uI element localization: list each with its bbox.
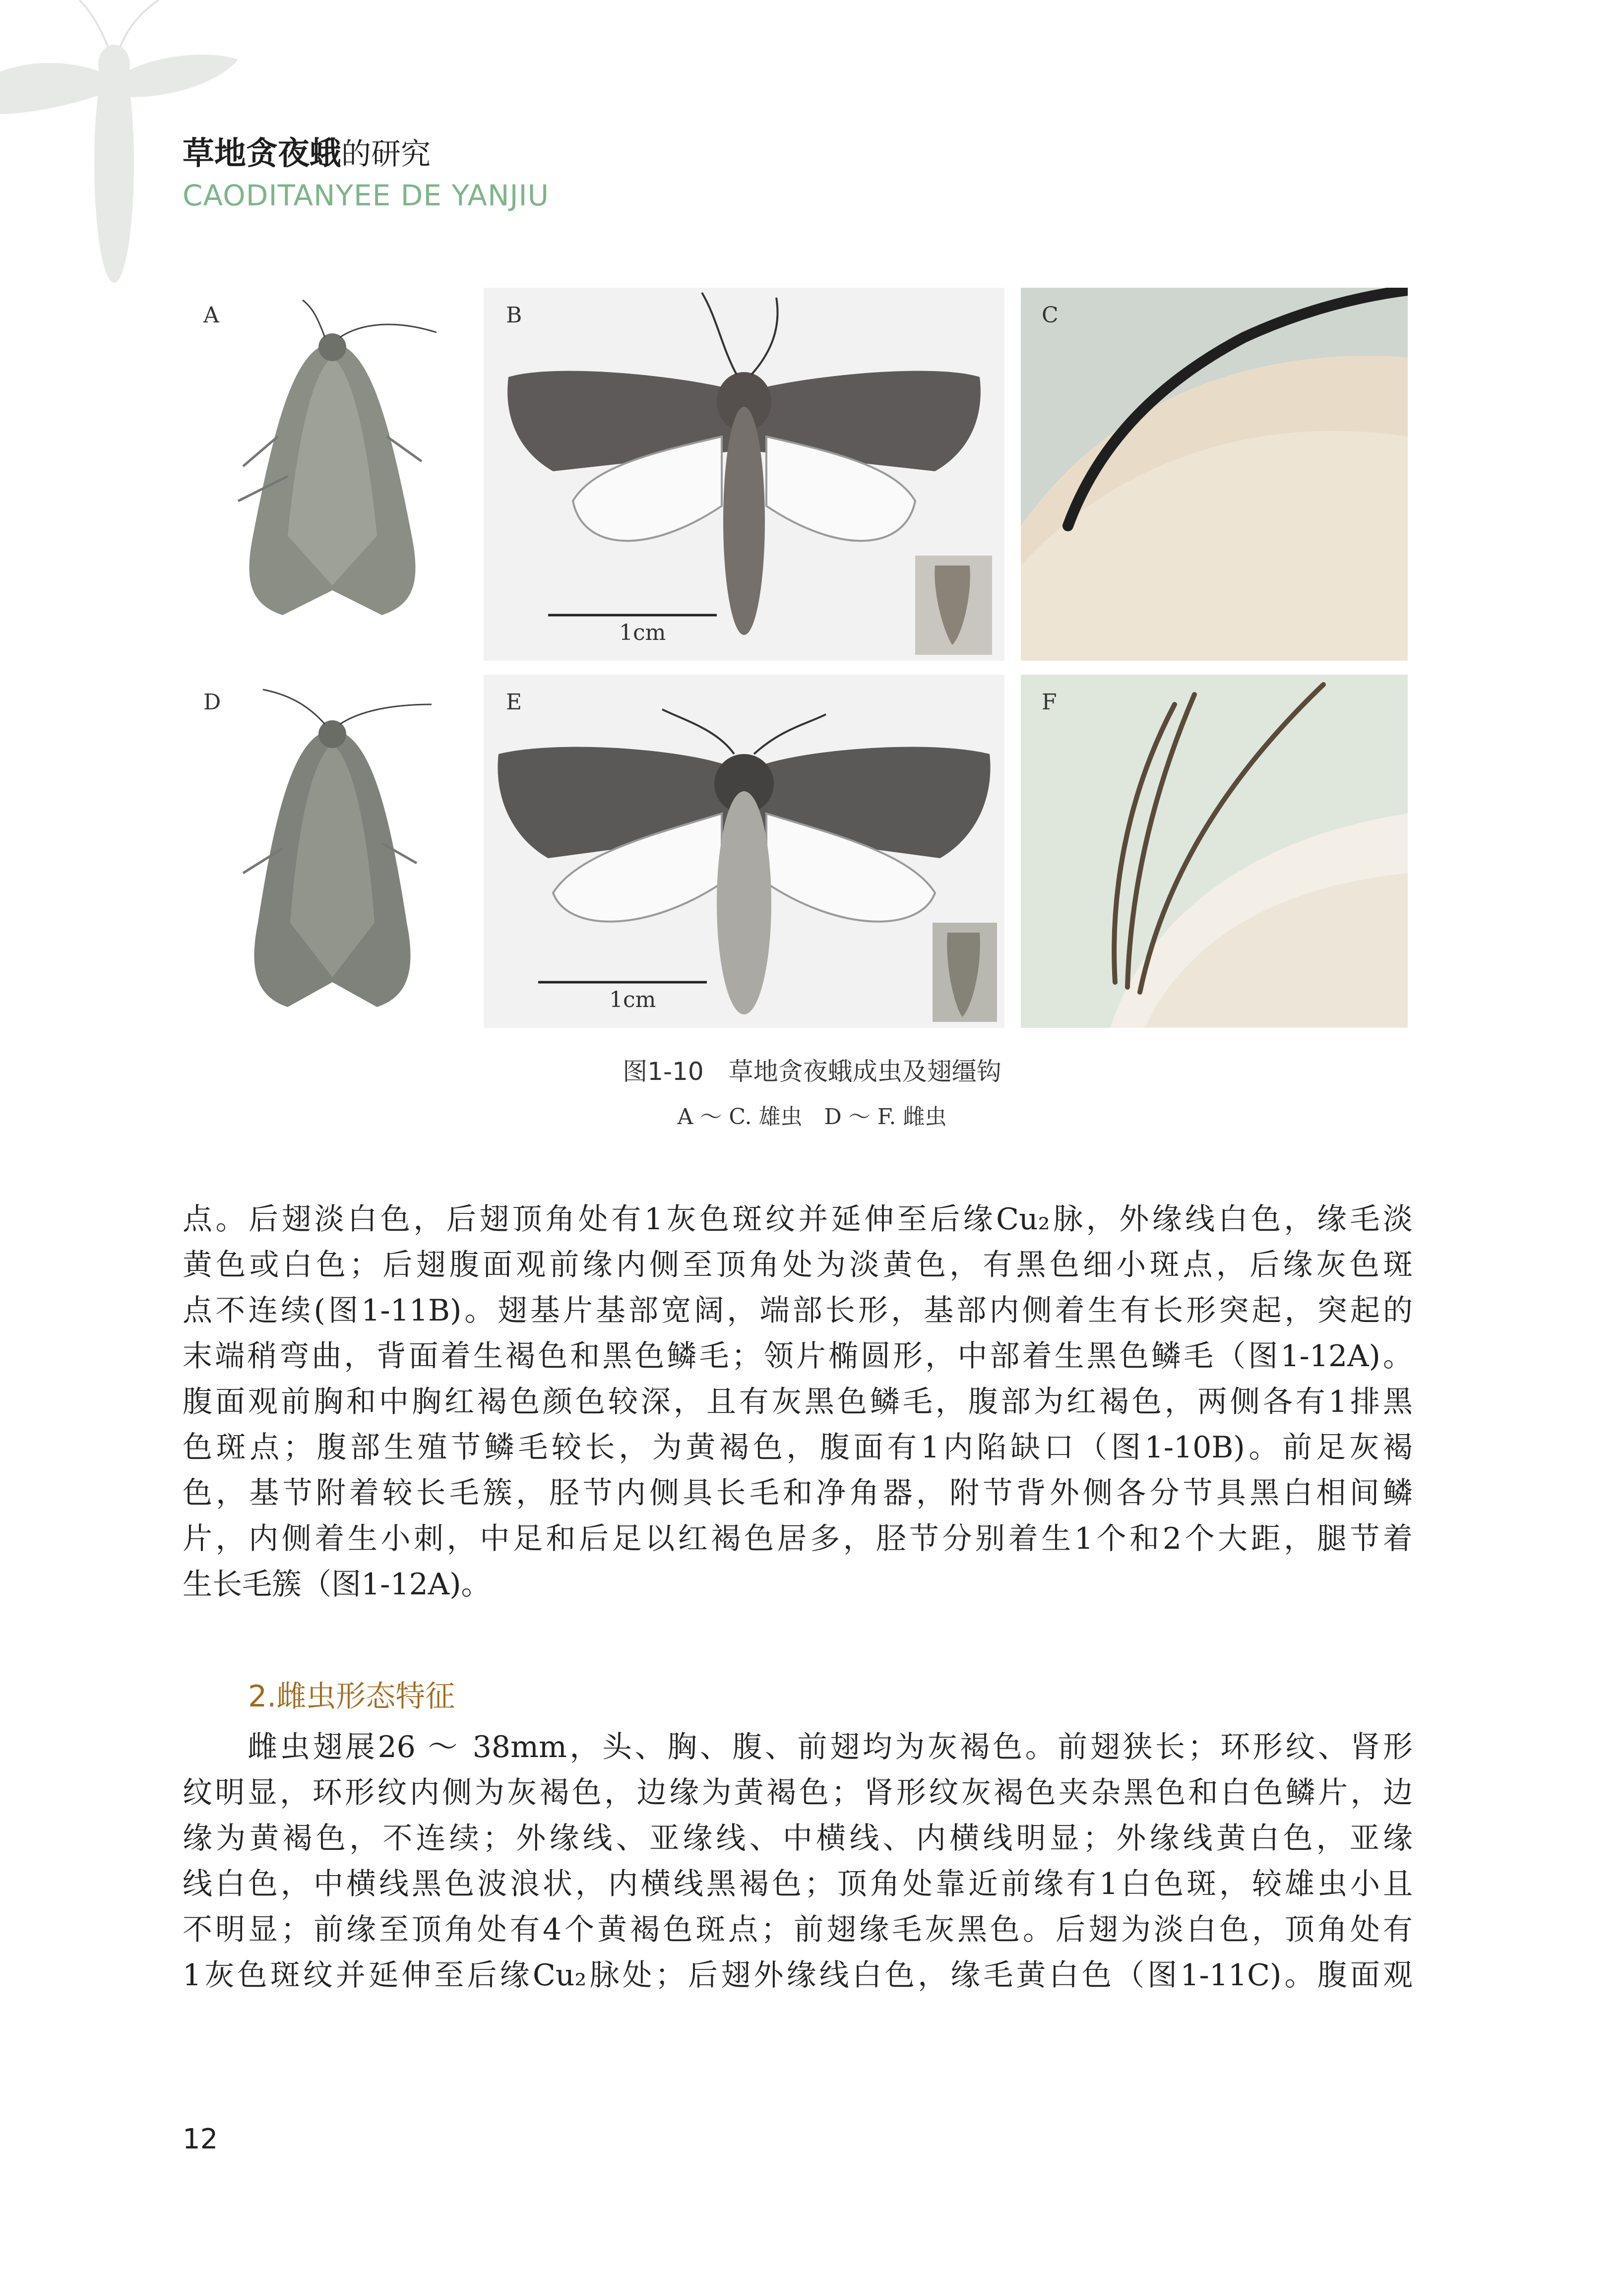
female-moth-at-rest-photo [198,675,466,1022]
panel-label-d: D [203,690,221,715]
scale-label-e: 1cm [609,987,656,1012]
text-line: 生长毛簇（图1-12A)。 [183,1567,491,1602]
scale-label-b: 1cm [619,620,666,645]
text-line: 末端稍弯曲，背面着生褐色和黑色鳞毛；领片椭圆形，中部着生黑色鳞毛（图1-12A)。 [183,1339,1413,1374]
text-line: 点不连续(图1-11B)。翅基片基部宽阔，端部长形，基部内侧着生有长形突起，突起的 [183,1293,1413,1328]
text-line: 1灰色斑纹并延伸至后缘Cu₂脉处；后翅外缘线白色，缘毛黄白色（图1-11C)。腹面观 [183,1958,1413,1993]
text-line: 缘为黄褐色，不连续；外缘线、亚缘线、中横线、内横线明显；外缘线黄白色，亚缘 [183,1821,1413,1856]
male-frenulum-closeup-photo [1021,288,1408,661]
panel-label-e: E [506,690,522,715]
book-title: 草地贪夜蛾的研究 [183,135,431,172]
text-line: 不明显；前缘至顶角处有4个黄褐色斑点；前翅缘毛灰黑色。后翅为淡白色，顶角处有 [183,1912,1413,1947]
text-line: 色，基节附着较长毛簇，胫节内侧具长毛和净角器，附节背外侧各分节具黑白相间鳞 [183,1476,1413,1511]
panel-label-b: B [506,303,522,328]
male-moth-at-rest-photo [198,288,466,635]
book-subtitle: CAODITANYEE DE YANJIU [183,179,550,212]
text-line: 点。后翅淡白色，后翅顶角处有1灰色斑纹并延伸至后缘Cu₂脉，外缘线白色，缘毛淡 [183,1202,1413,1237]
text-line: 纹明显，环形纹内侧为灰褐色，边缘为黄褐色；肾形纹灰褐色夹杂黑色和白色鳞片，边 [183,1775,1413,1810]
text-line: 片，内侧着生小刺，中足和后足以红褐色居多，胫节分别着生1个和2个大距，腿节着 [183,1521,1413,1556]
male-moth-spread-photo [484,288,1004,661]
figure-subcaption: A ～ C. 雄虫 D ～ F. 雌虫 [677,1104,947,1130]
female-frenulum-closeup-photo [1021,675,1408,1028]
body-paragraph-1 [183,1197,1413,1607]
panel-label-f: F [1042,690,1057,715]
text-line: 腹面观前胸和中胸红褐色颜色较深，且有灰黑色鳞毛，腹部为红褐色，两侧各有1排黑 [183,1385,1413,1419]
text-line: 雌虫翅展26 ～ 38mm，头、胸、腹、前翅均为灰褐色。前翅狭长；环形纹、肾形 [183,1730,1413,1765]
panel-label-c: C [1042,303,1059,328]
panel-label-a: A [203,303,219,328]
text-line: 黄色或白色；后翅腹面观前缘内侧至顶角处为淡黄色，有黑色细小斑点，后缘灰色斑 [183,1248,1413,1282]
figure-caption: 图1-10 草地贪夜蛾成虫及翅缰钩 [623,1057,1001,1086]
text-line: 色斑点；腹部生殖节鳞毛较长，为黄褐色，腹面有1内陷缺口（图1-10B)。前足灰褐 [183,1430,1413,1465]
female-moth-spread-photo [484,675,1004,1028]
body-paragraph-2 [183,1724,1413,1998]
section-heading: 2.雌虫形态特征 [248,1679,455,1714]
page-number: 12 [183,2123,218,2155]
text-line: 线白色，中横线黑色波浪状，内横线黑褐色；顶角处靠近前缘有1白色斑，较雄虫小且 [183,1867,1413,1901]
